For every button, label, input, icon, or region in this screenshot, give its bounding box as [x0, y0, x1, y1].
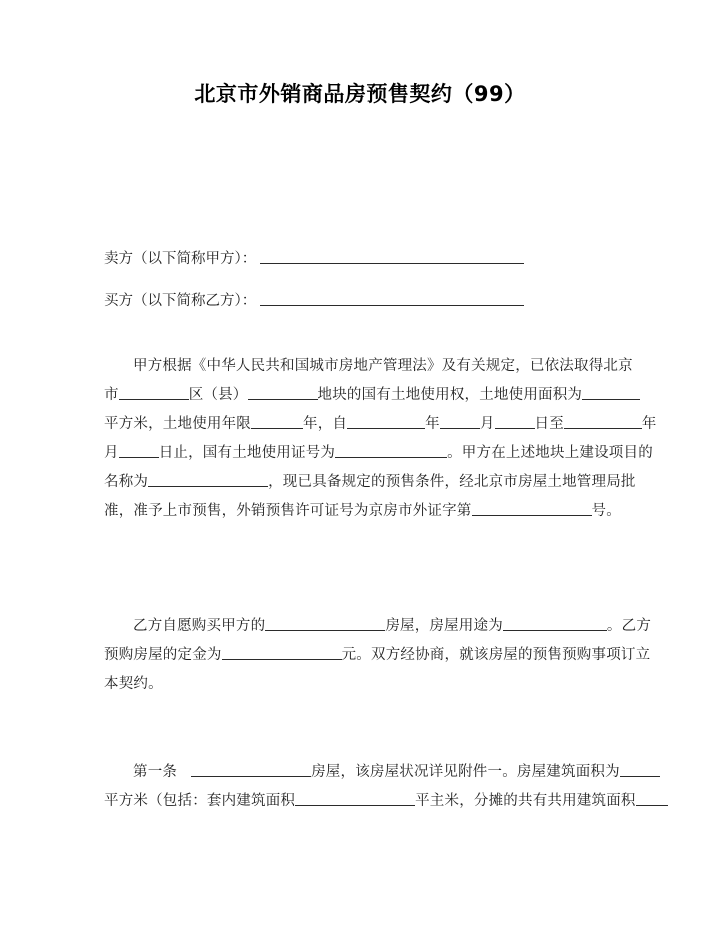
land-area-blank[interactable]	[582, 384, 640, 400]
party-section	[104, 238, 616, 322]
end-month-blank[interactable]	[119, 442, 159, 458]
house-usage-blank[interactable]	[503, 615, 607, 631]
house-type-blank[interactable]	[265, 615, 385, 631]
end-year-blank[interactable]	[564, 413, 642, 429]
paragraph1-line-4	[104, 439, 653, 468]
paragraph1-line-5	[104, 468, 636, 497]
presale-permit-blank[interactable]	[472, 500, 592, 516]
seller-line	[104, 238, 616, 280]
paragraph1-line-1	[104, 352, 633, 381]
start-month-blank[interactable]	[440, 413, 480, 429]
district-blank[interactable]	[119, 384, 189, 400]
seller-label: 卖方（以下简称甲方）：	[104, 251, 257, 267]
buyer-label: 买方（以下简称乙方）：	[104, 293, 257, 309]
p1-l2-a: 市	[104, 387, 119, 403]
p1-l2-b: 区（县）	[188, 387, 248, 403]
p1-l4-a: 月	[104, 445, 119, 461]
p2-l1-b: 房屋，房屋用途为	[385, 618, 503, 634]
page-title: 北京市外销商品房预售契约（99）	[194, 82, 526, 106]
p1-l3-d: 月	[479, 416, 495, 432]
p2-l2-b: 元。双方经协商，就该房屋的预售预购事项订立	[341, 647, 651, 663]
paragraph2-line-3	[104, 670, 616, 699]
p1-l5-a: 名称为	[104, 474, 149, 490]
p2-l1-a: 乙方自愿购买甲方的	[133, 618, 266, 634]
buyer-line	[104, 280, 616, 322]
p1-l3-b: 年，自	[303, 416, 348, 432]
a1-l2-b: 平主米，分摊的共有共用建筑面积	[415, 793, 636, 809]
p2-l2-a: 预购房屋的定金为	[104, 647, 222, 663]
paragraph2-line-1	[104, 612, 652, 641]
p1-l3-a: 平方米，土地使用年限	[104, 416, 251, 432]
land-term-blank[interactable]	[251, 413, 303, 429]
seller-blank[interactable]	[260, 248, 524, 264]
paragraph1-line-2	[104, 381, 616, 410]
article1-label: 第一条	[133, 764, 178, 780]
p1-l3-f: 年	[641, 416, 657, 432]
paragraph2-line-2	[104, 641, 651, 670]
project-name-blank[interactable]	[148, 471, 268, 487]
p1-l1-text: 甲方根据《中华人民共和国城市房地产管理法》及有关规定，已依法取得北京	[133, 358, 633, 374]
start-year-blank[interactable]	[347, 413, 425, 429]
p2-l3: 本契约。	[104, 676, 163, 692]
house-location-blank[interactable]	[191, 761, 311, 777]
start-day-blank[interactable]	[495, 413, 535, 429]
paragraph-land-rights	[104, 352, 657, 526]
p1-l6-b: 号。	[591, 503, 621, 519]
p1-l3-c: 年	[425, 416, 440, 432]
deposit-amount-blank[interactable]	[222, 644, 342, 660]
article1-line-2	[104, 787, 636, 816]
shared-area-blank[interactable]	[636, 790, 668, 806]
building-area-blank[interactable]	[620, 761, 660, 777]
paragraph1-line-3	[104, 410, 657, 439]
buyer-blank[interactable]	[260, 290, 524, 306]
p2-l1-c: 。乙方	[606, 618, 652, 634]
a1-l1-b: 房屋，该房屋状况详见附件一。房屋建筑面积为	[311, 764, 620, 780]
article-one-section	[104, 758, 636, 816]
p1-l4-c: 。甲方在上述地块上建设项目的	[447, 445, 653, 461]
p1-l2-c: 地块的国有土地使用权，土地使用面积为	[317, 387, 583, 403]
paragraph1-line-6	[104, 497, 621, 526]
p1-l4-b: 日止，国有土地使用证号为	[158, 445, 336, 461]
parcel-blank[interactable]	[248, 384, 318, 400]
article1-line-1	[104, 758, 620, 787]
p1-l5-b: ，现已具备规定的预售条件，经北京市房屋土地管理局批	[268, 474, 636, 490]
p1-l6-a: 准，准予上市预售，外销预售许可证号为京房市外证字第	[104, 503, 472, 519]
paragraph-purchase-intent	[104, 612, 652, 699]
inner-area-blank[interactable]	[295, 790, 415, 806]
a1-l2-a: 平方米（包括：套内建筑面积	[104, 793, 296, 809]
p1-l3-e: 日至	[534, 416, 564, 432]
land-certificate-blank[interactable]	[335, 442, 447, 458]
